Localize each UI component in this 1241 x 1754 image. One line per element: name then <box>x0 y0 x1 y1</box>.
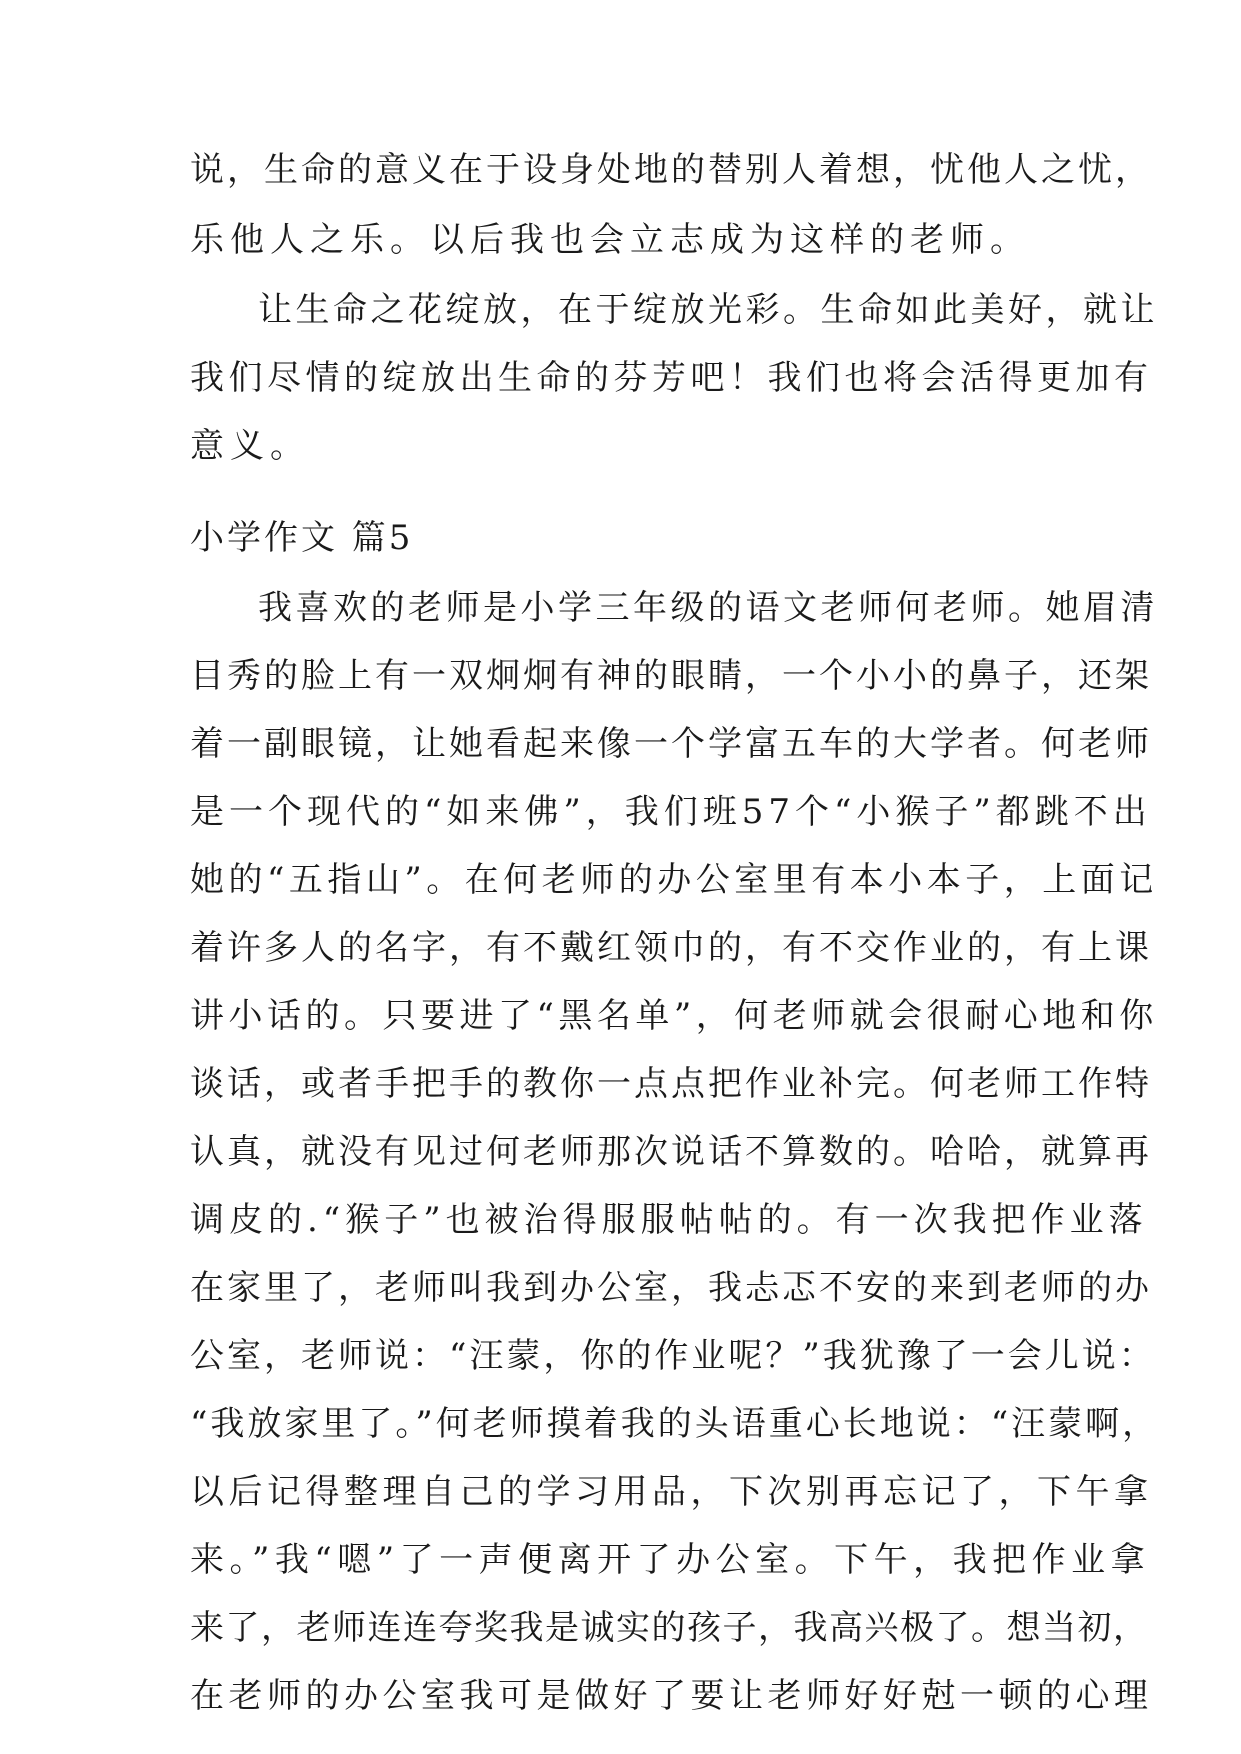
text-line: 以后记得整理自己的学习用品，下次别再忘记了，下午拿 <box>190 1472 1153 1512</box>
text-line: 我们尽情的绽放出生命的芬芳吧！我们也将会活得更加有 <box>190 358 1153 398</box>
text-line: “我放家里了。”何老师摸着我的头语重心长地说：“汪蒙啊， <box>190 1404 1160 1444</box>
text-line: 讲小话的。只要进了“黑名单”，何老师就会很耐心地和你 <box>190 996 1158 1036</box>
text-line: 是一个现代的“如来佛”，我们班57个“小猴子”都跳不出 <box>190 792 1152 832</box>
paragraph-start-line: 让生命之花绽放，在于绽放光彩。生命如此美好，就让 <box>258 290 1158 330</box>
text-line: 公室，老师说：“汪蒙，你的作业呢？”我犹豫了一会儿说： <box>190 1336 1156 1376</box>
text-line: 意义。 <box>190 426 310 466</box>
text-line: 调皮的.“猴子”也被治得服服帖帖的。有一次我把作业落 <box>190 1200 1148 1240</box>
text-line: 着许多人的名字，有不戴红领巾的，有不交作业的，有上课 <box>190 928 1152 968</box>
text-line: 在家里了，老师叫我到办公室，我忐忑不安的来到老师的办 <box>190 1268 1152 1308</box>
paragraph-start-line: 我喜欢的老师是小学三年级的语文老师何老师。她眉清 <box>258 588 1158 628</box>
text-line: 在老师的办公室我可是做好了要让老师好好尅一顿的心理 <box>190 1676 1153 1716</box>
text-line: 来了，老师连连夸奖我是诚实的孩子，我高兴极了。想当初， <box>190 1608 1149 1648</box>
text-line: 目秀的脸上有一双炯炯有神的眼睛，一个小小的鼻子，还架 <box>190 656 1152 696</box>
text-line: 乐他人之乐。以后我也会立志成为这样的老师。 <box>190 220 1030 260</box>
text-line: 来。”我“嗯”了一声便离开了办公室。下午，我把作业拿 <box>190 1540 1151 1580</box>
section-heading: 小学作文 篇5 <box>190 518 414 558</box>
text-line: 着一副眼镜，让她看起来像一个学富五车的大学者。何老师 <box>190 724 1152 764</box>
text-line: 说，生命的意义在于设身处地的替别人着想，忧他人之忧， <box>190 150 1152 190</box>
text-line: 认真，就没有见过何老师那次说话不算数的。哈哈，就算再 <box>190 1132 1152 1172</box>
text-line: 谈话，或者手把手的教你一点点把作业补完。何老师工作特 <box>190 1064 1152 1104</box>
text-line: 她的“五指山”。在何老师的办公室里有本小本子，上面记 <box>190 860 1158 900</box>
